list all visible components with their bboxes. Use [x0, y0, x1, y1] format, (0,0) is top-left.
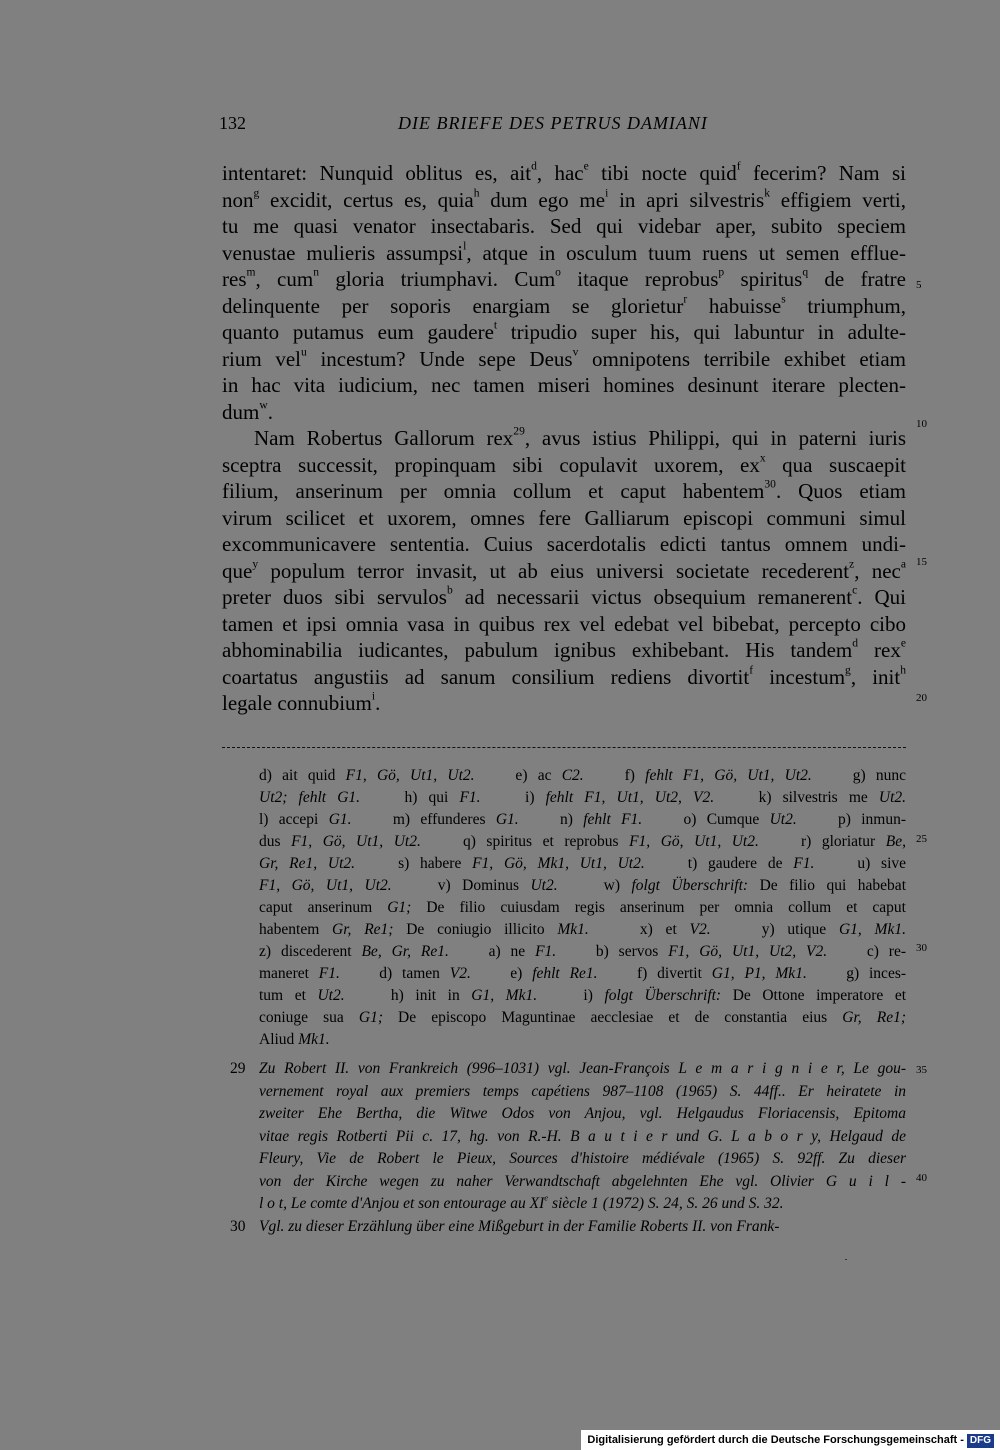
apparatus-line: d) ait quid F1, Gö, Ut1, Ut2. e) ac C2. f) fehlt F1, Gö, Ut1, Ut2. g) nunc	[259, 767, 906, 784]
apparatus-line: F1, Gö, Ut1, Ut2. v) Dominus Ut2. w) folgt Überschrift: De filio qui habebat	[259, 877, 906, 894]
text-line: preter duos sibi servulos$^b$ ad necessarii victus obsequium remanerent$^c$. Qui	[222, 584, 906, 609]
footnote-line: vitae regis Rotberti Pii c. 17, hg. von R.-H. B a u t i e r und G. L a b o r y, Helgaud de	[259, 1127, 906, 1145]
apparatus-line: coniuge sua G1; De episcopo Maguntinae aecclesiae et de constantia eius Gr, Re1;	[259, 1009, 906, 1026]
running-title: DIE BRIEFE DES PETRUS DAMIANI	[398, 113, 708, 133]
text-line: intentaret: Nunquid oblitus es, ait$^d$, hac$^e$ tibi nocte quid$^f$ fecerim? Nam si	[222, 160, 906, 185]
text-line: sceptra successit, propinquam sibi copulavit uxorem, $ex^x$ qua suscaepit	[222, 452, 906, 477]
line-number: 40	[916, 1172, 927, 1184]
footer-text: Digitalisierung gefördert durch die Deutsche Forschungsgemeinschaft -	[587, 1434, 964, 1446]
text-line: legale connubium$^i$.	[222, 690, 381, 715]
text-line: delinquente per soporis enargiam se glorietur$^r$ habuisse$^s$ triumphum,	[222, 293, 906, 318]
footnote-line: von der Kirche wegen zu naher Verwandtschaft abgelehnten Ehe vgl. Olivier G u i l -	[259, 1172, 906, 1190]
text-line: rium vel$^u$ incestum? Unde sepe Deus$^v$ omnipotens terribile exhibet etiam	[222, 346, 906, 371]
text-line: res$^m$, cum$^n$ gloria triumphavi. Cum$^o$ itaque reprobus$^p$ spiritus$^q$ de fratre	[222, 266, 906, 291]
apparatus-line: maneret F1. d) tamen V2. e) fehlt Re1. f) divertit G1, P1, Mk1. g) inces-	[259, 965, 907, 982]
footnote-line: zweiter Ehe Bertha, die Witwe Odos von Anjou, vgl. Helgaudus Floriacensis, Epitoma	[259, 1105, 906, 1122]
text-line: filium, anserinum per omnia collum et caput habentem$^{30}$. Quos etiam	[222, 478, 907, 503]
speck	[845, 1259, 847, 1260]
critical-apparatus	[259, 765, 906, 1051]
page-number: 132	[219, 113, 246, 133]
text-line: tu me quasi venator insectabaris. Sed qui videbar aper, subito speciem	[222, 214, 906, 238]
line-number: 20	[916, 692, 927, 704]
text-line: in hac vita iudicium, nec tamen miseri homines desinunt iterare plecten-	[222, 373, 906, 397]
apparatus-line: tum et Ut2. h) init in G1, Mk1. i) folgt Überschrift: De Ottone imperatore et	[259, 987, 906, 1004]
footnote-line: Fleury, Vie de Robert le Pieux, Sources d'histoire médiévale (1965) S. 92ff. Zu dieser	[259, 1150, 906, 1167]
line-number: 10	[916, 418, 927, 430]
main-text	[222, 160, 906, 717]
apparatus-line: dus F1, Gö, Ut1, Ut2. q) spiritus et reprobus F1, Gö, Ut1, Ut2. r) gloriatur Be,	[259, 833, 906, 850]
footnote-line: 30 Vgl. zu dieser Erzählung über eine Mißgeburt in der Familie Roberts II. von Frank-	[230, 1217, 780, 1235]
text-line: venustae mulieris assumpsi$^l$, atque in osculum tuum ruens ut semen efflue-	[222, 240, 906, 265]
text-line: tamen et ipsi omnia vasa in quibus rex vel edebat vel bibebat, percepto cibo	[222, 611, 906, 636]
text-line: dum$^w$.	[222, 399, 273, 424]
apparatus-line: caput anserinum G1; De filio cuiusdam regis anserinum per omnia collum et caput	[259, 899, 906, 916]
line-number: 25	[916, 833, 927, 845]
apparatus-line: z) discederent Be, Gr, Re1. a) ne F1. b) servos F1, Gö, Ut1, Ut2, V2. c) re-	[259, 943, 906, 960]
line-number: 30	[916, 942, 927, 954]
text-line: abhominabilia iudicantes, pabulum ignibus exhibebant. His tandem$^d$ rex$^e$	[222, 637, 906, 662]
apparatus-line: Gr, Re1, Ut2. s) habere F1, Gö, Mk1, Ut1, Ut2. t) gaudere de F1. u) sive	[259, 855, 907, 872]
footnote-line: l o t, Le comte d'Anjou et son entourage au XIe siècle 1 (1972) S. 24, S. 26 und S. 32.	[259, 1192, 784, 1212]
apparatus-line: l) accepi G1. m) effunderes G1. n) fehlt F1. o) Cumque Ut2. p) inmun-	[259, 811, 906, 828]
apparatus-line: Ut2; fehlt G1. h) qui F1. i) fehlt F1, Ut1, Ut2, V2. k) silvestris me Ut2.	[259, 789, 907, 806]
footnote-line: 29 Zu Robert II. von Frankreich (996–1031) vgl. Jean-François L e m a r i g n i e r, Le gou-	[230, 1060, 906, 1077]
line-number: 15	[916, 556, 927, 568]
apparatus-line: Aliud Mk1.	[259, 1031, 330, 1048]
footnotes	[230, 1058, 906, 1238]
text-line: excommunicavere sententia. Cuius sacerdotalis edicti tantus omnem undi-	[222, 532, 906, 556]
funding-footer	[581, 1430, 1000, 1450]
text-line: que$^y$ populum terror invasit, ut ab eius universi societate recederent$^z$, nec$^a$	[222, 558, 906, 583]
text-line: coartatus angustiis ad sanum consilium rediens divortit$^f$ incestum$^g$, init$^h$	[222, 664, 906, 689]
separator-rule	[222, 747, 906, 748]
apparatus-line: habentem Gr, Re1; De coniugio illicito Mk1. x) et V2. y) utique G1, Mk1.	[259, 921, 906, 938]
line-number: 35	[916, 1064, 927, 1076]
text-line: non$^g$ excidit, certus es, quia$^h$ dum ego $me^i$ in apri silvestris$^k$ effigiem verti,	[222, 187, 907, 212]
footnote-line: vernement royal aux premiers temps capétiens 987–1108 (1965) S. 44ff.. Er heiratete in	[259, 1082, 906, 1100]
text-line: virum scilicet et uxorem, omnes fere Galliarum episcopi communi simul	[222, 505, 906, 530]
text-line: Nam Robertus Gallorum rex$^{29}$, avus istius Philippi, qui in paterni iuris	[254, 425, 906, 450]
text-line: quanto putamus eum gaudere$^t$ tripudio super his, qui labuntur in adulte-	[222, 319, 906, 344]
line-number: 5	[916, 279, 922, 291]
dfg-logo: DFG	[967, 1434, 994, 1448]
